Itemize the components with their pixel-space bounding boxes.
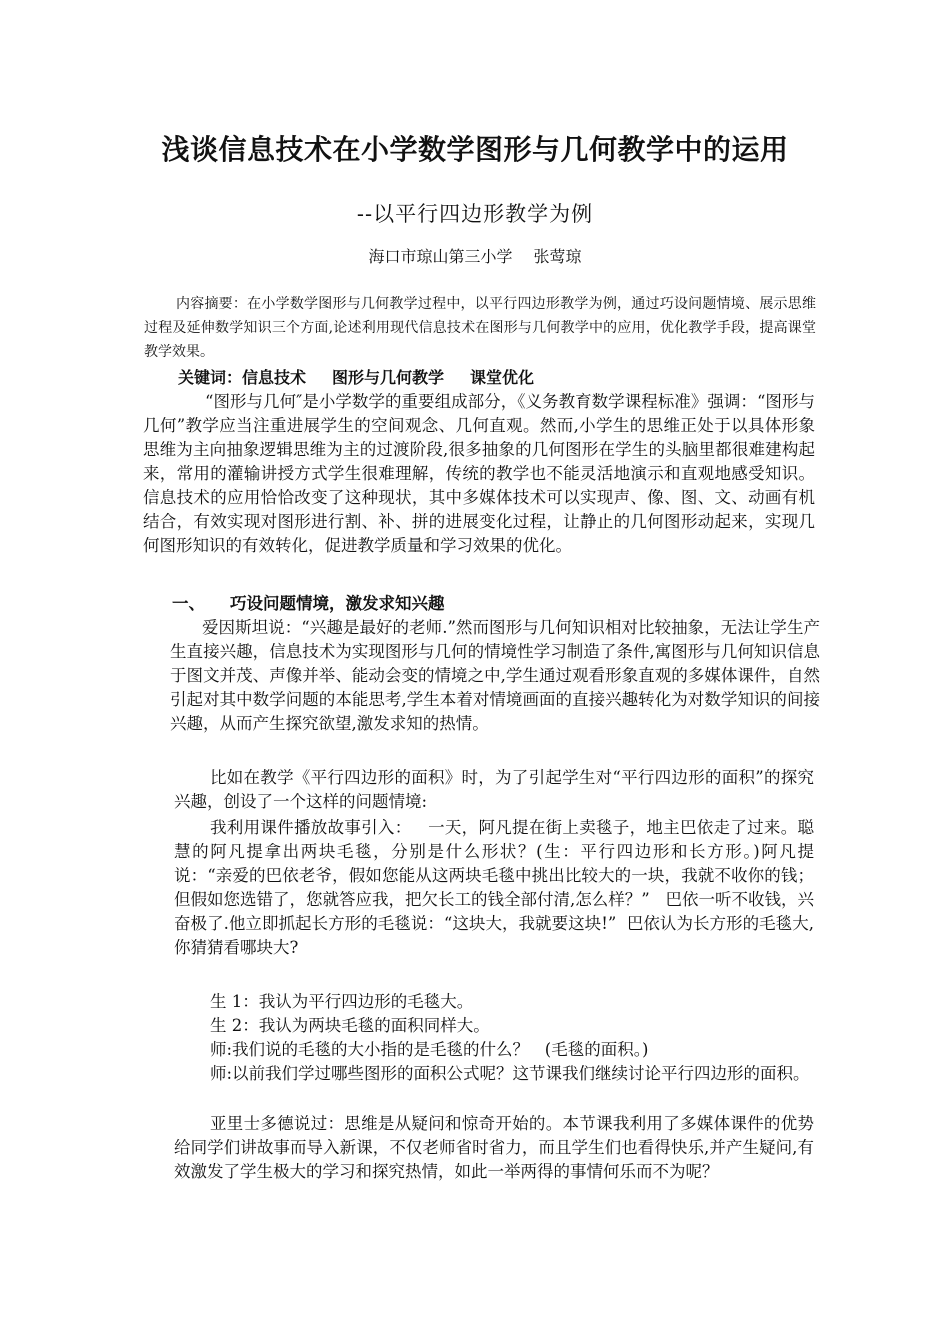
- abstract-paragraph: 内容摘要：在小学数学图形与几何教学过程中，以平行四边形教学为例，通过巧设问题情境、展示思维过程及延伸数学知识三个方面,论述利用现代信息技术在图形与几何教学中的应用，优化教学手段，提高课堂教学效果。: [144, 296, 816, 360]
- paragraph-story: 我利用课件播放故事引入： 一天，阿凡提在街上卖毯子，地主巴依走了过来。聪慧的阿凡提拿出两块毛毯，分别是什么形状？(生：平行四边形和长方形。)阿凡提说：“亲爱的巴依老爷，假如您能从这两块毛毯中挑出比较大的一块，我就不收你的钱；但假如您选错了，您就答应我，把欠长工的钱全部付清,怎么样？” 巴依一听不收钱，兴奋极了.他立即抓起长方形的毛毯说：“这块大，我就要这块!” 巴依认为长方形的毛毯大,你猜猜看哪块大?: [174, 818, 814, 957]
- keywords-line: [178, 366, 818, 390]
- section-number: 一、: [172, 594, 205, 613]
- paragraph-aristotle: 亚里士多德说过：思维是从疑问和惊奇开始的。本节课我利用了多媒体课件的优势给同学们讲故事而导入新课，不仅老师省时省力，而且学生们也看得快乐,并产生疑问,有效激发了学生极大的学习和探究热情，如此一举两得的事情何乐而不为呢？: [174, 1114, 814, 1181]
- keywords-label: 关键词：: [178, 368, 243, 387]
- author-school: 海口市琼山第三小学: [368, 247, 513, 266]
- document-title: 浅谈信息技术在小学数学图形与几何教学中的运用: [161, 133, 789, 166]
- keyword-2: 图形与几何教学: [332, 368, 445, 387]
- keyword-3: 课堂优化: [470, 368, 535, 387]
- dialogue-teacher-2: 师:以前我们学过哪些图形的面积公式呢？这节课我们继续讨论平行四边形的面积。: [210, 1064, 810, 1083]
- paragraph-einstein: 爱因斯坦说：“兴趣是最好的老师.”然而图形与几何知识相对比较抽象，无法让学生产生直接兴趣，信息技术为实现图形与几何的情境性学习制造了条件,寓图形与几何知识信息于图文并茂、声像并举、能动会变的情境之中,学生通过观看形象直观的多媒体课件，自然引起对其中数学问题的本能思考,学生本着对情境画面的直接兴趣转化为对数学知识的间接兴趣，从而产生探究欲望,激发求知的热情。: [170, 618, 820, 733]
- intro-paragraph: “图形与几何″是小学数学的重要组成部分，《义务教育数学课程标准》强调：“图形与几何”教学应当注重进展学生的空间观念、几何直观。然而,小学生的思维正处于以具体形象思维为主向抽象逻辑思维为主的过渡阶段,很多抽象的几何图形在学生的头脑里都很难建构起来，常用的灌输讲授方式学生很难理解，传统的教学也不能灵活地演示和直观地感受知识。信息技术的应用恰恰改变了这种现状，其中多媒体技术可以实现声、像、图、文、动画有机结合，有效实现对图形进行割、补、拼的进展变化过程，让静止的几何图形动起来，实现几何图形知识的有效转化，促进教学质量和学习效果的优化。: [143, 392, 815, 555]
- dialogue-student-1: 生 1：我认为平行四边形的毛毯大。: [210, 992, 474, 1011]
- author-line: [0, 244, 950, 267]
- keyword-1: 信息技术: [242, 368, 307, 387]
- paragraph-example: 比如在教学《平行四边形的面积》时，为了引起学生对“平行四边形的面积”的探究兴趣，创设了一个这样的问题情境:: [174, 768, 814, 811]
- author-name: 张莺琼: [533, 247, 582, 266]
- section-title: 巧设问题情境，激发求知兴趣: [230, 594, 445, 613]
- document-subtitle: --以平行四边形教学为例: [356, 202, 594, 226]
- dialogue-student-2: 生 2：我认为两块毛毯的面积同样大。: [210, 1016, 490, 1035]
- section-heading: [172, 592, 812, 616]
- dialogue-teacher-1: 师:我们说的毛毯的大小指的是毛毯的什么？ (毛毯的面积。): [210, 1040, 649, 1059]
